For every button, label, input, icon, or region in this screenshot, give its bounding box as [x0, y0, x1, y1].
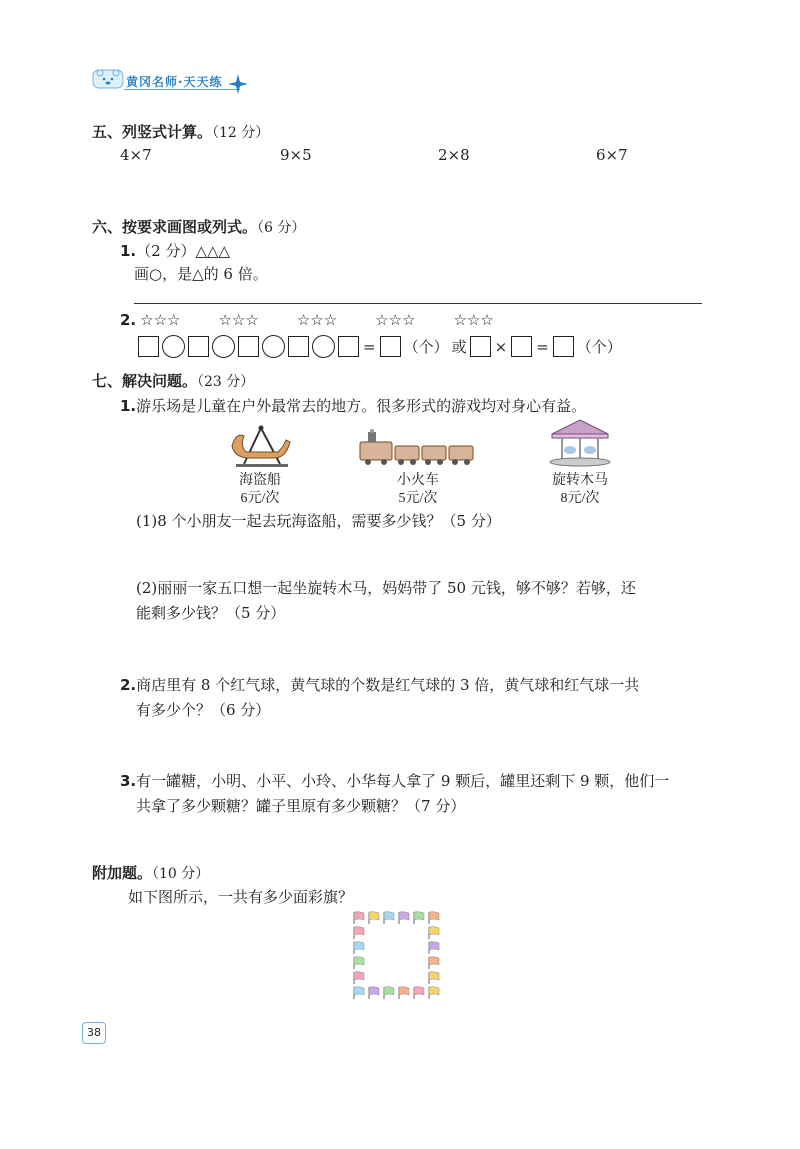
s7-q3-line2: 共拿了多少颗糖？罐子里原有多少颗糖？（7 分） [136, 797, 466, 815]
answer-circle[interactable] [262, 335, 285, 358]
answer-box[interactable] [380, 336, 401, 357]
flag-icon [429, 942, 439, 954]
answer-box[interactable] [338, 336, 359, 357]
answer-box[interactable] [238, 336, 259, 357]
section6-q1-instruction: 画○，是△的 6 倍。 [134, 265, 268, 283]
flag-icon [369, 987, 379, 999]
page-number: 38 [82, 1022, 106, 1044]
bonus-score: （10 分） [152, 866, 210, 882]
s7-q1-text: 游乐场是儿童在户外最常去的地方。很多形式的游戏均对身心有益。 [136, 397, 587, 415]
s7-q2-line1 [120, 674, 639, 695]
unit-label: （个） [576, 338, 622, 356]
answer-box[interactable] [188, 336, 209, 357]
train-icon [358, 428, 478, 468]
section6-title [92, 216, 305, 237]
s7-q3-line1 [120, 770, 669, 791]
times-sign: × [494, 337, 508, 356]
expression-2: 9×5 [280, 146, 312, 164]
q1-score: （2 分） [136, 242, 196, 260]
expression-4: 6×7 [596, 146, 628, 164]
flag-icon [429, 927, 439, 939]
ride-name-train: 小火车 [397, 473, 439, 488]
flag-icon [414, 987, 424, 999]
ride-price-pirate-ship: 6元/次 [240, 491, 280, 506]
section6-q2-stars [120, 311, 494, 329]
answer-circle[interactable] [212, 335, 235, 358]
flag-square-figure [350, 910, 446, 1002]
section7-title-text: 七、解决问题。 [92, 372, 198, 390]
flag-icon [384, 912, 394, 924]
ride-price-carousel: 8元/次 [560, 491, 600, 506]
flag-icon [414, 912, 424, 924]
section7-title [92, 370, 254, 391]
flag-icon [429, 972, 439, 984]
s7-q1-sub1: (1)8 个小朋友一起去玩海盗船，需要多少钱？（5 分） [136, 512, 501, 530]
star-group-3: ☆☆☆ [296, 311, 338, 329]
flag-icon [384, 987, 394, 999]
star-group-2: ☆☆☆ [218, 311, 259, 329]
ride-name-carousel: 旋转木马 [552, 473, 608, 488]
s7-q2-text: 商店里有 8 个红气球，黄气球的个数是红气球的 3 倍，黄气球和红气球一共 [136, 676, 640, 694]
answer-box[interactable] [288, 336, 309, 357]
equals-sign: = [363, 337, 376, 356]
flag-icon [354, 987, 364, 999]
triangles: △△△ [195, 242, 231, 260]
s7-q3-text: 有一罐糖，小明、小平、小玲、小华每人拿了 9 颗后，罐里还剩下 9 颗，他们一 [136, 772, 670, 790]
section5-title [92, 121, 269, 142]
section7-q1 [120, 395, 586, 416]
flag-icon [429, 957, 439, 969]
s7-q1-sub2-line2: 能剩多少钱？（5 分） [136, 604, 286, 622]
carousel-icon [548, 418, 612, 468]
bear-logo-icon [92, 68, 124, 90]
flag-icon [429, 987, 439, 999]
answer-circle[interactable] [312, 335, 335, 358]
answer-box[interactable] [511, 336, 532, 357]
s7-q1-sub2-line1: (2)丽丽一家五口想一起坐旋转木马，妈妈带了 50 元钱，够不够？若够，还 [136, 579, 636, 597]
header-underline [124, 89, 240, 90]
star-group-5: ☆☆☆ [453, 311, 494, 329]
flag-icon [354, 942, 364, 954]
star-group-1: ☆☆☆ [140, 311, 181, 329]
flag-icon [369, 912, 379, 924]
s7-q2-line2: 有多少个？（6 分） [136, 701, 271, 719]
answer-line [134, 303, 702, 304]
flag-icon [429, 912, 439, 924]
section7-score: （23 分） [197, 374, 255, 390]
equals-sign: = [536, 337, 549, 356]
answer-box[interactable] [553, 336, 574, 357]
answer-box[interactable] [138, 336, 159, 357]
flag-icon [399, 987, 409, 999]
section6-title-text: 六、按要求画图或列式。 [92, 218, 258, 236]
star-group-4: ☆☆☆ [375, 311, 416, 329]
flag-icon [354, 927, 364, 939]
s7-q1-number: 1. [120, 397, 137, 415]
sparkle-icon [228, 74, 248, 94]
flag-icon [354, 972, 364, 984]
or-label: 或 [451, 338, 467, 356]
s7-q3-number: 3. [120, 772, 137, 790]
section6-score: （6 分） [257, 220, 306, 236]
flag-icon [354, 957, 364, 969]
section6-q1 [120, 240, 230, 261]
ride-price-train: 5元/次 [398, 491, 438, 506]
q1-number: 1. [120, 242, 137, 260]
flag-icon [354, 912, 364, 924]
section5-score: （12 分） [212, 125, 270, 141]
answer-box[interactable] [470, 336, 491, 357]
unit-label: （个） [403, 338, 449, 356]
pirate-ship-icon [226, 424, 296, 468]
s7-q2-number: 2. [120, 676, 137, 694]
section5-title-text: 五、列竖式计算。 [92, 123, 213, 141]
flag-icon [399, 912, 409, 924]
expression-1: 4×7 [120, 146, 152, 164]
bonus-text: 如下图所示，一共有多少面彩旗？ [128, 888, 354, 906]
bonus-title-text: 附加题。 [92, 864, 153, 882]
answer-circle[interactable] [162, 335, 185, 358]
header-title: 黄冈名师·天天练 [126, 75, 223, 89]
bonus-title [92, 862, 209, 883]
q2-number: 2. [120, 311, 137, 329]
ride-name-pirate-ship: 海盗船 [239, 473, 281, 488]
equation-row [138, 335, 622, 358]
expression-3: 2×8 [438, 146, 470, 164]
